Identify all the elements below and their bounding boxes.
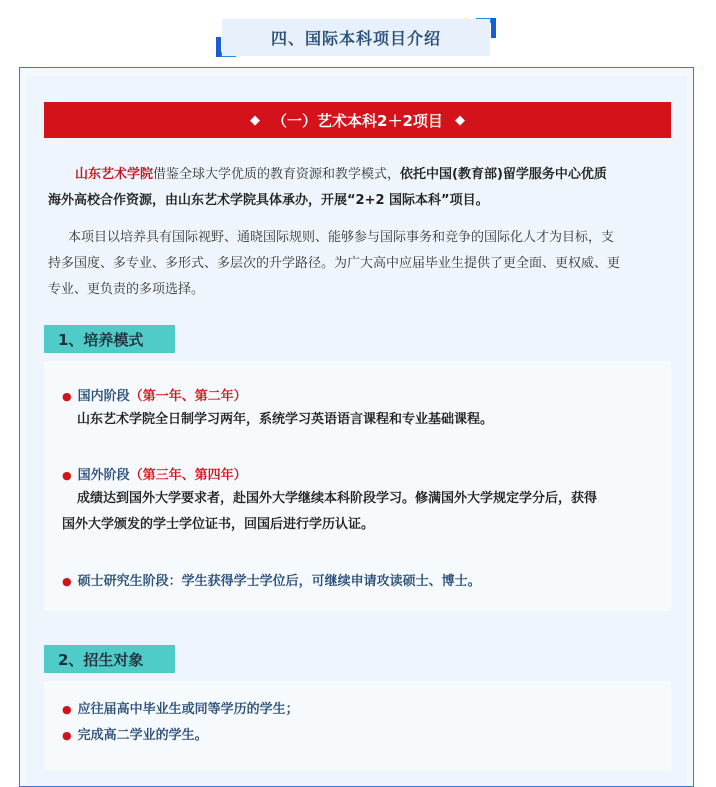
stage-domestic-heading (62, 385, 247, 404)
stage-abroad-years: （第三年、第四年） (129, 468, 247, 483)
intro-paragraph-1 (48, 162, 674, 214)
section-title-text: 四、国际本科项目介绍 (270, 29, 441, 48)
intro-p2-line-1: 本项目以培养具有国际视野、通晓国际规则、能够参与国际事务和竞争的国际化人才为目标，支 (68, 230, 615, 245)
intro-p2-line-2: 持多国度、多专业、多形式、多层次的升学路径。为广大高中应届毕业生提供了更全面、更权威、更 (48, 256, 621, 271)
tab-training-mode-label: 1、培养模式 (58, 330, 144, 349)
stage-master (62, 570, 481, 589)
bullet-dot-icon: ● (62, 469, 72, 482)
bullet-dot-icon: ● (62, 575, 72, 588)
intro-paragraph-2 (48, 225, 678, 303)
intro-bold-text-1: 依托中国(教育部)留学服务中心优质 (400, 167, 607, 182)
enrollment-item (62, 724, 208, 743)
school-name: 山东艺术学院 (75, 167, 154, 182)
bullet-dot-icon: ● (62, 703, 72, 716)
stage-domestic-desc: 山东艺术学院全日制学习两年，系统学习英语语言课程和专业基础课程。 (77, 412, 494, 427)
stage-abroad-name: 国外阶段 (77, 468, 130, 483)
program-banner-title: （一）艺术本科2＋2项目 (272, 111, 443, 130)
program-banner (44, 102, 671, 138)
stage-abroad-desc-line-2: 国外大学颁发的学士学位证书，回国后进行学历认证。 (62, 517, 375, 532)
section-title (222, 19, 490, 56)
enrollment-item (62, 698, 299, 717)
stage-abroad-desc-line-1: 成绩达到国外大学要求者，赴国外大学继续本科阶段学习。修满国外大学规定学分后，获得 (77, 491, 598, 506)
stage-abroad-heading (62, 464, 247, 483)
diamond-icon-right: ◆ (454, 112, 465, 128)
bullet-dot-icon: ● (62, 390, 72, 403)
tab-enrollment (44, 645, 175, 673)
stage-domestic-name: 国内阶段 (77, 389, 130, 404)
intro-bold-text-2: 海外高校合作资源，由山东艺术学院具体承办，开展“2+2 国际本科”项目。 (48, 193, 489, 208)
enrollment-item-text: 应往届高中毕业生或同等学历的学生； (77, 702, 299, 717)
tab-training-mode (44, 325, 175, 353)
stage-abroad-desc (62, 486, 662, 538)
diamond-icon-left: ◆ (250, 112, 261, 128)
bullet-dot-icon: ● (62, 729, 72, 742)
tab-enrollment-label: 2、招生对象 (58, 650, 144, 669)
enrollment-item-text: 完成高二学业的学生。 (77, 728, 208, 743)
stage-master-text: 硕士研究生阶段：学生获得学士学位后，可继续申请攻读硕士、博士。 (77, 574, 481, 589)
intro-p2-line-3: 专业、更负责的多项选择。 (48, 282, 205, 297)
stage-domestic-years: （第一年、第二年） (129, 389, 247, 404)
intro-text: 借鉴全球大学优质的教育资源和教学模式， (153, 167, 401, 182)
